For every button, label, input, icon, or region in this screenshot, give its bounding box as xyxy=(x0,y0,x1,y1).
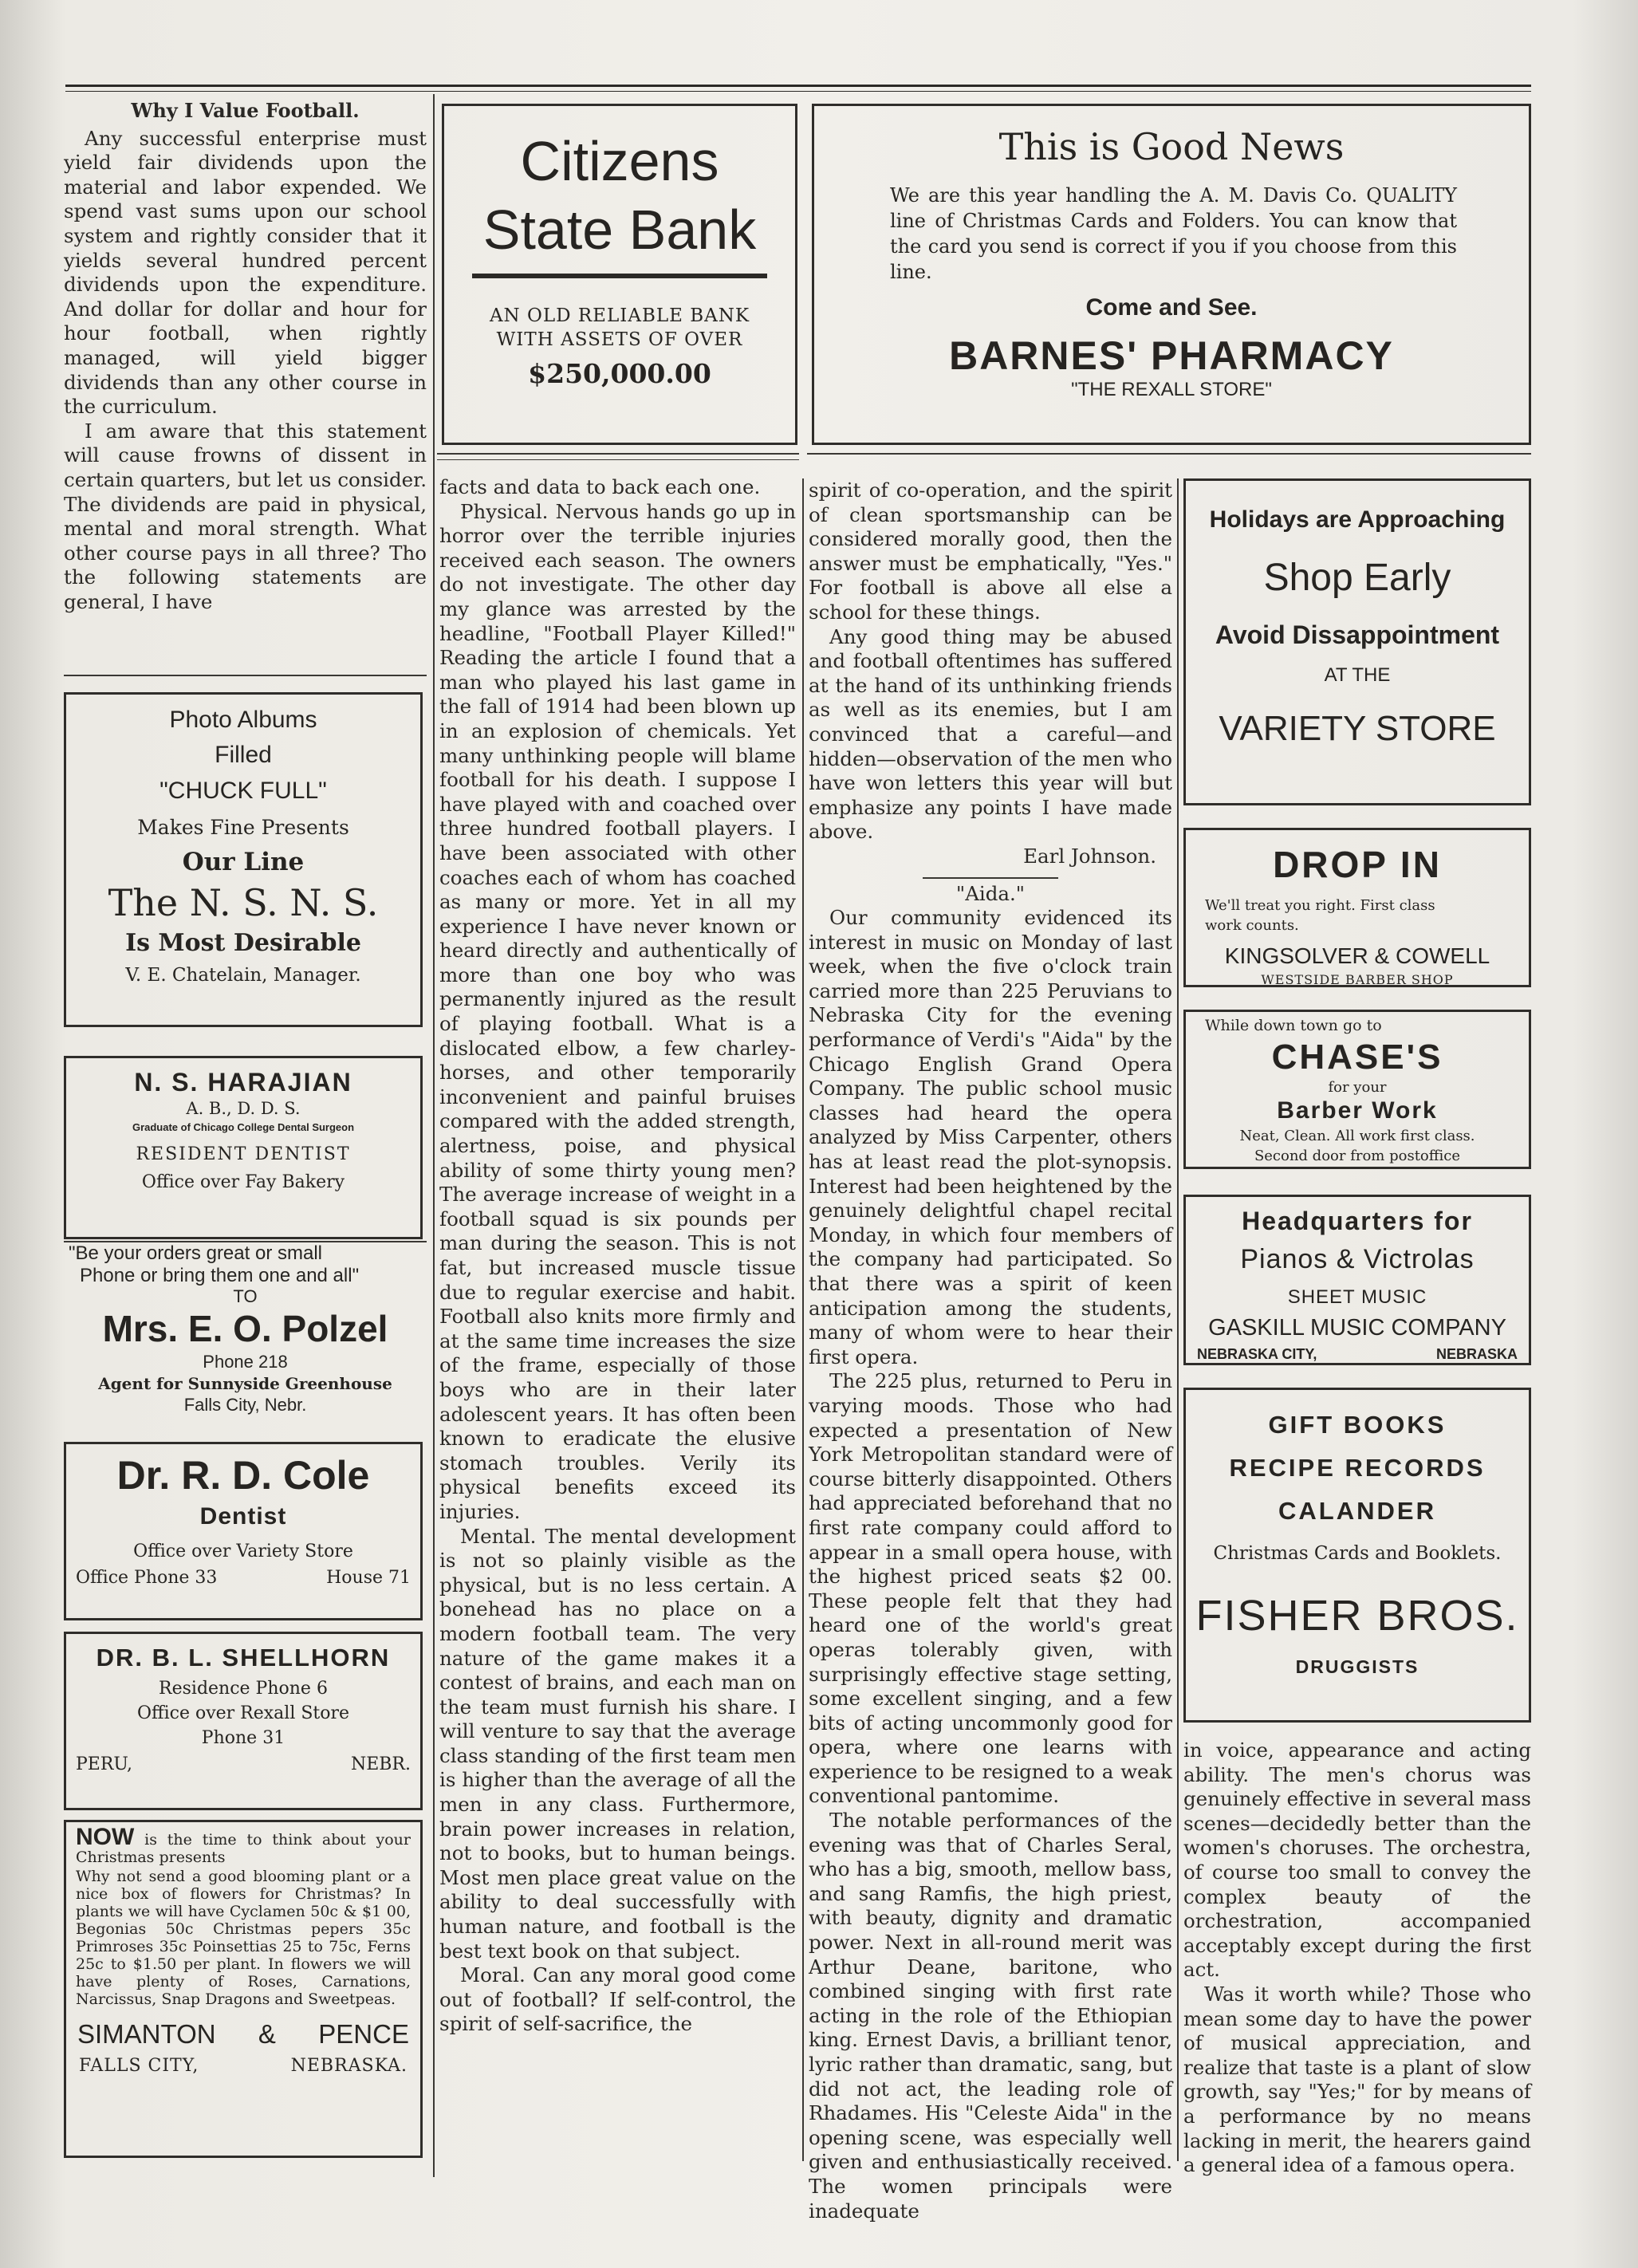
fisher-bros-ad xyxy=(1183,1388,1531,1723)
ad-line: is the time to think about your Christmas presents xyxy=(76,1831,411,1866)
ad-line: V. E. Chatelain, Manager. xyxy=(125,965,361,986)
ad-line: Phone 31 xyxy=(201,1728,285,1748)
top-rule-thin xyxy=(65,91,1531,92)
ad-name: N. S. HARAJIAN xyxy=(134,1068,352,1097)
ad-line: NEBRASKA CITY, xyxy=(1197,1346,1317,1362)
section-rule xyxy=(807,453,1531,455)
article-paragraph: The notable performances of the evening was that of Charles Seral, who has a big, smooth, mellow bass, and sang Ramfis, the high priest, with beauty, dignity and dramatic power. Next in all-round merit was Arthur Deane, baritone, who combined singing with first rate acting in the role of the Ethiopian king. Ernest Davis, a brilliant tenor, lyric rather than dramatic, sang, but did not act, the leading role of Rhadames. His "Celeste Aida" in the opening scene, was especially well given and enthusiastically received. The women principals were inadequate xyxy=(809,1809,1172,2223)
ad-phone-row xyxy=(66,1568,420,1588)
ad-name: CHASE'S xyxy=(1271,1038,1443,1077)
ad-line: "CHUCK FULL" xyxy=(159,778,327,804)
aida-article-continued xyxy=(1183,1738,1531,2178)
ad-line: Office over Fay Bakery xyxy=(141,1172,345,1192)
article-paragraph: Any good thing may be abused and football oftentimes has suffered at the hand of its unthinking friends as well as its enemies, but I am convinced that a careful—and hidden—observation of the men who have won letters this year will but emphasize any points I have made above. xyxy=(809,624,1172,844)
column-divider xyxy=(802,478,804,2161)
ad-line: RECIPE RECORDS xyxy=(1229,1454,1486,1482)
polzel-ad xyxy=(64,1242,427,1416)
article-paragraph: Mental. The mental development is not so plainly visible as the physical, but is no less certain. A bonehead has no place on a modern football team. The very nature of the game makes it a contest of brains, and each man on the team must furnish his share. I will venture to say that the average class standing of the first team men is higher than the average of all the men in any class. Furthermore, brain power increases in relation, not to books, but to human beings. Most men place great value on the ability to deal successfully with human nature, and football is the best text book on that subject. xyxy=(439,1524,796,1963)
article-signature: Earl Johnson. xyxy=(1023,844,1156,868)
ad-name: GASKILL MUSIC COMPANY xyxy=(1208,1315,1506,1341)
ad-line: Residence Phone 6 xyxy=(159,1679,328,1699)
ad-name: BARNES' PHARMACY xyxy=(949,333,1394,378)
ad-line: House 71 xyxy=(326,1568,411,1588)
column-divider xyxy=(433,94,435,2177)
ad-line: Agent for Sunnyside Greenhouse xyxy=(98,1374,392,1393)
article-rule xyxy=(923,877,1058,879)
ad-name: & xyxy=(258,2019,276,2049)
ad-line: DRUGGISTS xyxy=(1295,1656,1419,1677)
ad-line: The N. S. N. S. xyxy=(108,881,379,924)
ad-line: PERU, xyxy=(76,1754,132,1774)
football-article-part2 xyxy=(439,475,796,2037)
ad-line: Photo Albums xyxy=(169,707,317,733)
ad-line: Christmas Cards and Booklets. xyxy=(1213,1543,1502,1564)
article-paragraph: Was it worth while? Those who mean some day to have the power of musical appreciation, and realize that taste is a plant of slow growth, say "Yes;" for by means of a performance by no means lacking in merit, the hearers gaind a general idea of a famous opera. xyxy=(1183,1982,1531,2177)
ad-name: Mrs. E. O. Polzel xyxy=(102,1308,388,1349)
chase-barber-ad xyxy=(1183,1010,1531,1169)
article-paragraph: spirit of co-operation, and the spirit of clean sportsmanship can be considered morally good, then the answer must be emphatically, "Yes." For football is above all else a school for these things. xyxy=(809,478,1172,624)
article-title: "Aida." xyxy=(955,881,1026,905)
ad-name: State Bank xyxy=(482,199,757,261)
ad-line: WESTSIDE BARBER SHOP xyxy=(1261,972,1454,987)
article-title: Why I Value Football. xyxy=(131,99,360,122)
ad-name-row xyxy=(66,2019,420,2049)
ad-line: NOW xyxy=(76,1824,135,1850)
variety-store-ad xyxy=(1183,478,1531,805)
shellhorn-ad xyxy=(64,1632,423,1810)
ad-name: VARIETY STORE xyxy=(1219,709,1496,748)
simanton-pence-ad xyxy=(64,1820,423,2158)
ad-line: TO xyxy=(233,1286,258,1306)
column-divider xyxy=(1177,478,1179,2161)
article-paragraph: Moral. Can any moral good come out of football? If self-control, the spirit of self-sacrifice, the xyxy=(439,1963,796,2036)
ad-name: PENCE xyxy=(318,2019,409,2049)
ad-line: Office over Variety Store xyxy=(133,1542,353,1561)
ad-line: NEBRASKA. xyxy=(290,2056,408,2076)
ad-line: Barber Work xyxy=(1277,1097,1438,1124)
ad-line: SHEET MUSIC xyxy=(1287,1286,1427,1308)
ad-line: Shop Early xyxy=(1263,557,1451,599)
ad-line: Phone or bring them one and all" xyxy=(80,1265,360,1286)
ad-line: We'll treat you right. First class xyxy=(1205,897,1435,914)
barnes-pharmacy-ad xyxy=(812,104,1531,445)
ad-line: Dentist xyxy=(199,1503,287,1530)
ad-line: "THE REXALL STORE" xyxy=(1071,379,1272,400)
ad-line: Makes Fine Presents xyxy=(137,816,349,839)
ad-line: RESIDENT DENTIST xyxy=(136,1144,351,1164)
section-rule xyxy=(64,675,427,676)
ad-line: Avoid Dissappointment xyxy=(1215,620,1500,649)
section-rule xyxy=(437,453,799,455)
ad-line: KINGSOLVER & COWELL xyxy=(1224,943,1490,968)
ad-line: Pianos & Victrolas xyxy=(1240,1244,1475,1274)
article-paragraph: in voice, appearance and acting ability. The men's chorus was genuinely effective in several mass scenes—decidedly better than the women's choruses. The orchestra, of course too small to convey the complex beauty of the orchestration, accompanied acceptably except during the first act. xyxy=(1183,1738,1531,1982)
ad-line: Office over Rexall Store xyxy=(136,1703,350,1723)
ad-line: Headquarters for xyxy=(1242,1207,1473,1235)
article-paragraph: Any successful enterprise must yield fair dividends upon the material and labor expended. We spend vast sums upon our school system and rightly consider that it yields several hundred percent dividends upon the expenditure. And dollar for dollar and hour for hour football, when rightly managed, will yield bigger dividends than any other course in the curriculum. xyxy=(64,126,427,419)
ad-line: Is Most Desirable xyxy=(125,929,361,957)
ad-line: FALLS CITY, xyxy=(79,2056,199,2076)
ad-line: Our Line xyxy=(182,848,305,876)
ad-line: Neat, Clean. All work first class. xyxy=(1239,1128,1475,1144)
ad-line: Filled xyxy=(215,742,272,768)
ad-line: Office Phone 33 xyxy=(76,1568,218,1588)
ad-line: for your xyxy=(1328,1079,1387,1096)
article-paragraph: I am aware that this statement will cause frowns of dissent in certain quarters, but let us consider. The dividends are paid in physical, mental and moral strength. What other course pays in all three? Tho the following statements are general, I have xyxy=(64,419,427,613)
ad-line: work counts. xyxy=(1205,917,1299,934)
ad-line: Falls City, Nebr. xyxy=(183,1395,307,1415)
ad-city-row xyxy=(66,1754,420,1774)
ad-rule xyxy=(472,274,767,278)
ad-line: A. B., D. D. S. xyxy=(186,1099,301,1118)
ad-line: AN OLD RELIABLE BANK xyxy=(489,305,750,326)
photo-albums-ad xyxy=(64,692,423,1027)
ad-line: Come and See. xyxy=(1085,294,1258,321)
ad-name: DR. B. L. SHELLHORN xyxy=(96,1644,391,1671)
article-paragraph: Physical. Nervous hands go up in horror over the terrible injuries received each season. The owners do not investigate. The other day my glance was arrested by the headline, "Football Player Killed!" Reading the article I found that a man who played his last game in the fall of 1914 had been blown up in an explosion of chemicals. Yet many unthinking people will blame football for his death. I suppose I have played with and coached over three hundred football players. I have been associated with other coaches each of whom has coached as many or more. Yet in all my experience I have never known or heard directly and authentically of more than one boy who was permanently injured as the result of playing football. What is a dislocated elbow, a few charley-horses, and other temporarily inconvenient and painful bruises compared with the added strength, alertness, poise, and physical ability of some thirty young men? The average increase of weight in a football squad is six pounds per man during the season. This is not fat, but increased muscle tissue due to regular exercise and habit. Football also knits more firmly and at the same time increases the size of the frame, especially of those boys who are in their later adolescent years. It has often been known to eradicate the elusive stomach troubles. Verily its physical benefits exceed its injuries. xyxy=(439,499,796,1523)
football-article-part1 xyxy=(64,99,427,614)
article-paragraph: The 225 plus, returned to Peru in varying moods. Those who had expected a presentation of New York Metropolitan standard were of course bitterly disappointed. Others had appreciated beforehand that no first rate company could afford to appear in a small opera house, with the highest priced seats $2 00. These people felt that they had heard one of the world's great operas tolerably given, with surprisingly effective stage setting, some excellent singing, and a few bits of acting uncommonly good for opera, where one learns with experience to be resigned to a weak conventional pantomime. xyxy=(809,1369,1172,1808)
ad-line: Phone 218 xyxy=(203,1352,288,1372)
ad-city-row xyxy=(66,2056,420,2076)
drop-in-ad xyxy=(1183,828,1531,987)
ad-line: Second door from postoffice xyxy=(1254,1148,1461,1164)
ad-name: FISHER BROS. xyxy=(1195,1592,1519,1640)
ad-line: WITH ASSETS OF OVER xyxy=(496,329,743,350)
section-rule xyxy=(437,459,799,460)
ad-name: SIMANTON xyxy=(77,2019,216,2049)
top-rule xyxy=(65,85,1531,87)
article-paragraph: Our community evidenced its interest in music on Monday of last week, when the five o'clock train carried more than 225 Peruvians to Nebraska City for the evening performance of Verdi's "Aida" by the Chicago English Grand Opera Company. The public school music classes had heard the opera analyzed by Miss Carpenter, others has at least read the plot-synopsis. Interest had been heightened by the genuinely delightful chapel recital Monday, in which four members of the company had participated. So that there was a spirit of keen anticipation among the students, many of whom were to hear their first opera. xyxy=(809,906,1172,1368)
ad-line: CALANDER xyxy=(1278,1497,1436,1525)
ad-line: NEBR. xyxy=(350,1754,411,1774)
ad-name: Citizens xyxy=(520,130,719,192)
ad-line: "Be your orders great or small xyxy=(69,1242,322,1264)
gaskill-music-ad xyxy=(1183,1195,1531,1365)
ad-name: Dr. R. D. Cole xyxy=(116,1453,370,1498)
article-paragraph: facts and data to back each one. xyxy=(439,475,761,498)
harajian-ad xyxy=(64,1056,423,1239)
ad-title: DROP IN xyxy=(1273,844,1442,885)
cole-ad xyxy=(64,1442,423,1620)
citizens-bank-ad xyxy=(442,104,797,445)
ad-line: GIFT BOOKS xyxy=(1268,1411,1447,1439)
ad-line: Why not send a good blooming plant or a nice box of flowers for Christmas? In plants we will have Cyclamen 50c & $1 00, Begonias 50c Christmas pepers 35c Primroses 35c Poinsettias 25 to 75c, Ferns 25c to $1.50 per plant. In flowers we will have plenty of Roses, Carnations, Narcissus, Snap Dragons and Sweetpeas. xyxy=(76,1868,411,2008)
aida-article xyxy=(809,478,1172,2223)
ad-body: We are this year handling the A. M. Davis Co. QUALITY line of Christmas Cards and Folders. You can know that the card you send is correct if you if you choose from this line. xyxy=(890,184,1457,283)
ad-line: NEBRASKA xyxy=(1435,1346,1518,1362)
ad-line: While down town go to xyxy=(1205,1017,1382,1034)
ad-line: Graduate of Chicago College Dental Surgeon xyxy=(132,1121,355,1133)
ad-line: AT THE xyxy=(1324,664,1391,686)
ad-title: This is Good News xyxy=(998,125,1345,168)
ad-line: $250,000.00 xyxy=(528,358,711,389)
ad-body xyxy=(66,1822,420,2008)
ad-line: Holidays are Approaching xyxy=(1209,506,1506,533)
ad-city-row xyxy=(1186,1346,1529,1363)
